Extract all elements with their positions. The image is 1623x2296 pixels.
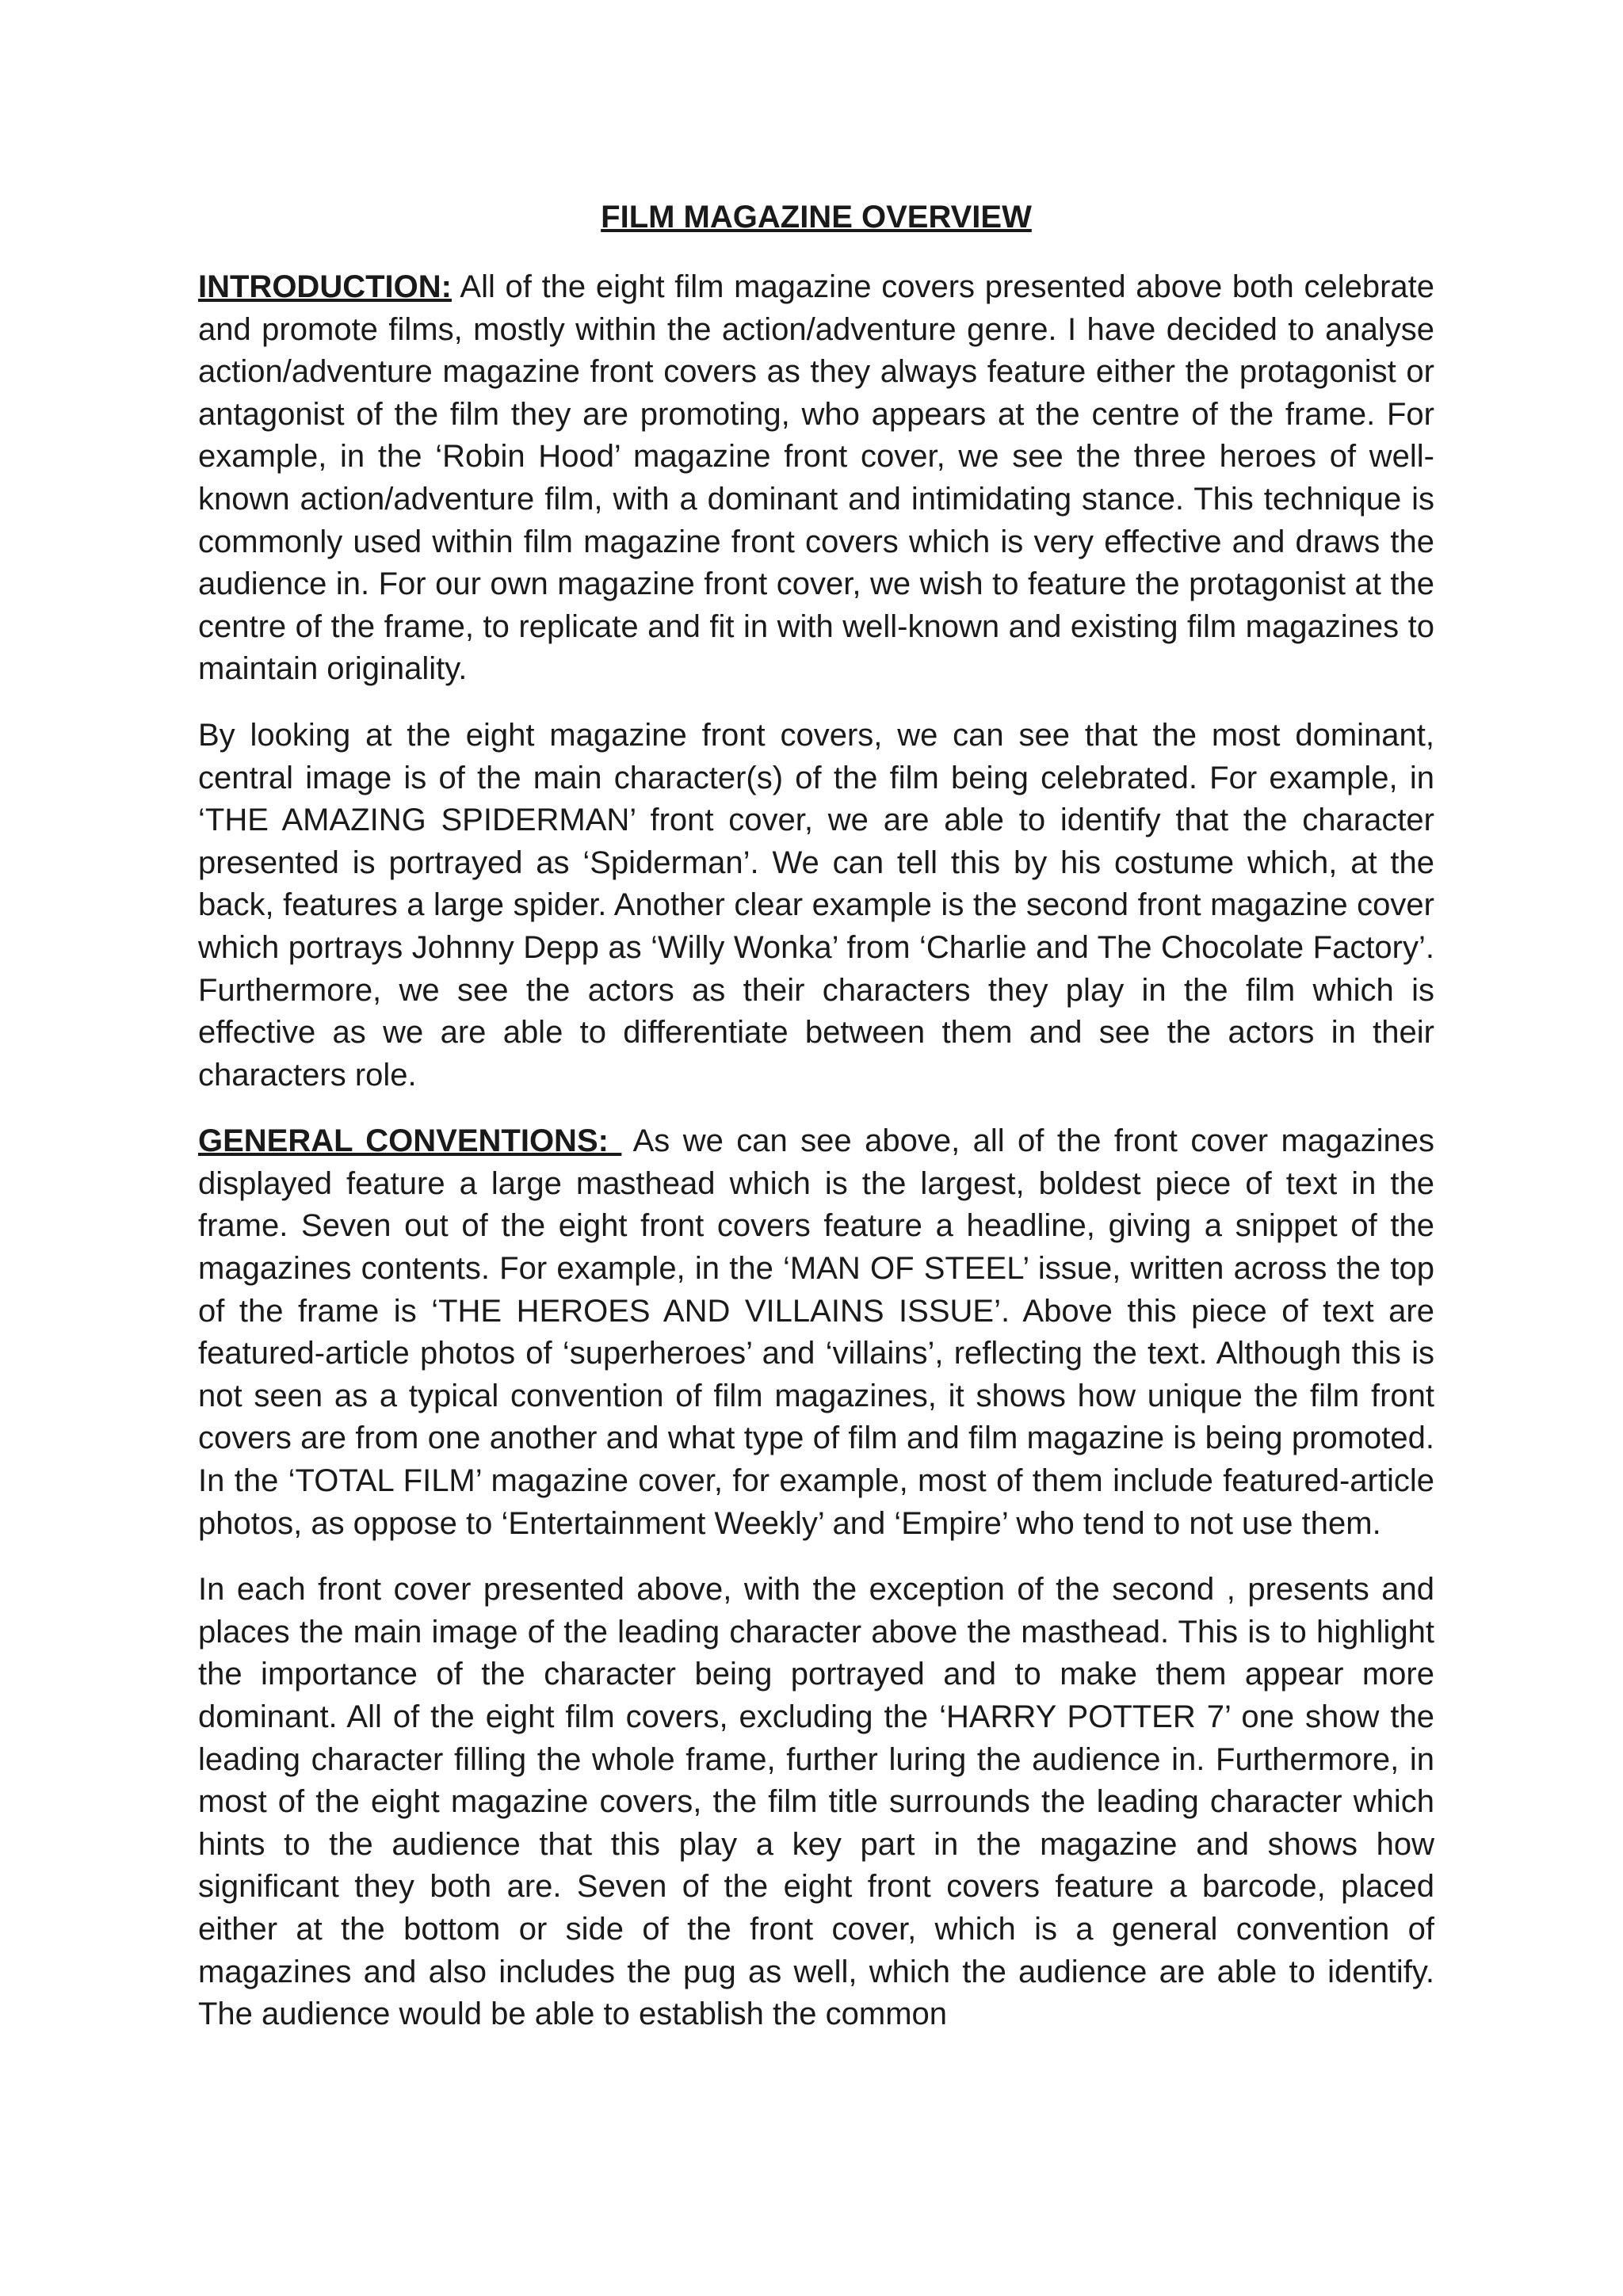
paragraph-text: By looking at the eight magazine front covers, we can see that the most dominant, central image is of the main character(s) of the film being celebrated. For example, in ‘THE AMAZING SPIDERMAN’ front cover, we are able to identify that the character presented is portrayed as ‘Spiderman’. We can tell this by his costume which, at the back, features a large spider. Another clear example is the second front magazine cover which portrays Johnny Depp as ‘Willy Wonka’ from ‘Charlie and The Chocolate Factory’. Furthermore, we see the actors as their characters they play in the film which is effective as we are able to differentiate between them and see the actors in their characters role. [198,717,1434,1093]
paragraph-introduction [198,266,1434,691]
paragraph-leading-character [198,1569,1434,2036]
section-heading-general-conventions: GENERAL CONVENTIONS: [198,1123,622,1159]
paragraph-general-conventions [198,1120,1434,1545]
paragraph-text: All of the eight film magazine covers presented above both celebrate and promote films, mostly within the action/adventure genre. I have decided to analyse action/adventure magazine front covers as they always feature either the protagonist or antagonist of the film they are promoting, who appears at the centre of the frame. For example, in the ‘Robin Hood’ magazine front cover, we see the three heroes of well-known action/adventure film, with a dominant and intimidating stance. This technique is commonly used within film magazine front covers which is very effective and draws the audience in. For our own magazine front cover, we wish to feature the protagonist at the centre of the frame, to replicate and fit in with well-known and existing film magazines to maintain originality. [198,269,1434,687]
paragraph-text: As we can see above, all of the front cover magazines displayed feature a large masthead which is the largest, boldest piece of text in the frame. Seven out of the eight front covers feature a headline, giving a snippet of the magazines contents. For example, in the ‘MAN OF STEEL’ issue, written across the top of the frame is ‘THE HEROES AND VILLAINS ISSUE’. Above this piece of text are featured-article photos of ‘superheroes’ and ‘villains’, reflecting the text. Although this is not seen as a typical convention of film magazines, it shows how unique the film front covers are from one another and what type of film and film magazine is being promoted. In the ‘TOTAL FILM’ magazine cover, for example, most of them include featured-article photos, as oppose to ‘Entertainment Weekly’ and ‘Empire’ who tend to not use them. [198,1123,1434,1541]
section-heading-introduction: INTRODUCTION: [198,269,452,304]
paragraph-text: In each front cover presented above, with the exception of the second , presents and places the main image of the leading character above the masthead. This is to highlight the importance of the character being portrayed and to make them appear more dominant. All of the eight film covers, excluding the ‘HARRY POTTER 7’ one show the leading character filling the whole frame, further luring the audience in. Furthermore, in most of the eight magazine covers, the film title surrounds the leading character which hints to the audience that this play a key part in the magazine and shows how significant they both are. Seven of the eight front covers feature a barcode, placed either at the bottom or side of the front cover, which is a general convention of magazines and also includes the pug as well, which the audience are able to identify. The audience would be able to establish the common [198,1572,1434,2032]
document-body [198,196,1434,2060]
paragraph-main-characters [198,715,1434,1097]
document-title: FILM MAGAZINE OVERVIEW [601,200,1032,235]
